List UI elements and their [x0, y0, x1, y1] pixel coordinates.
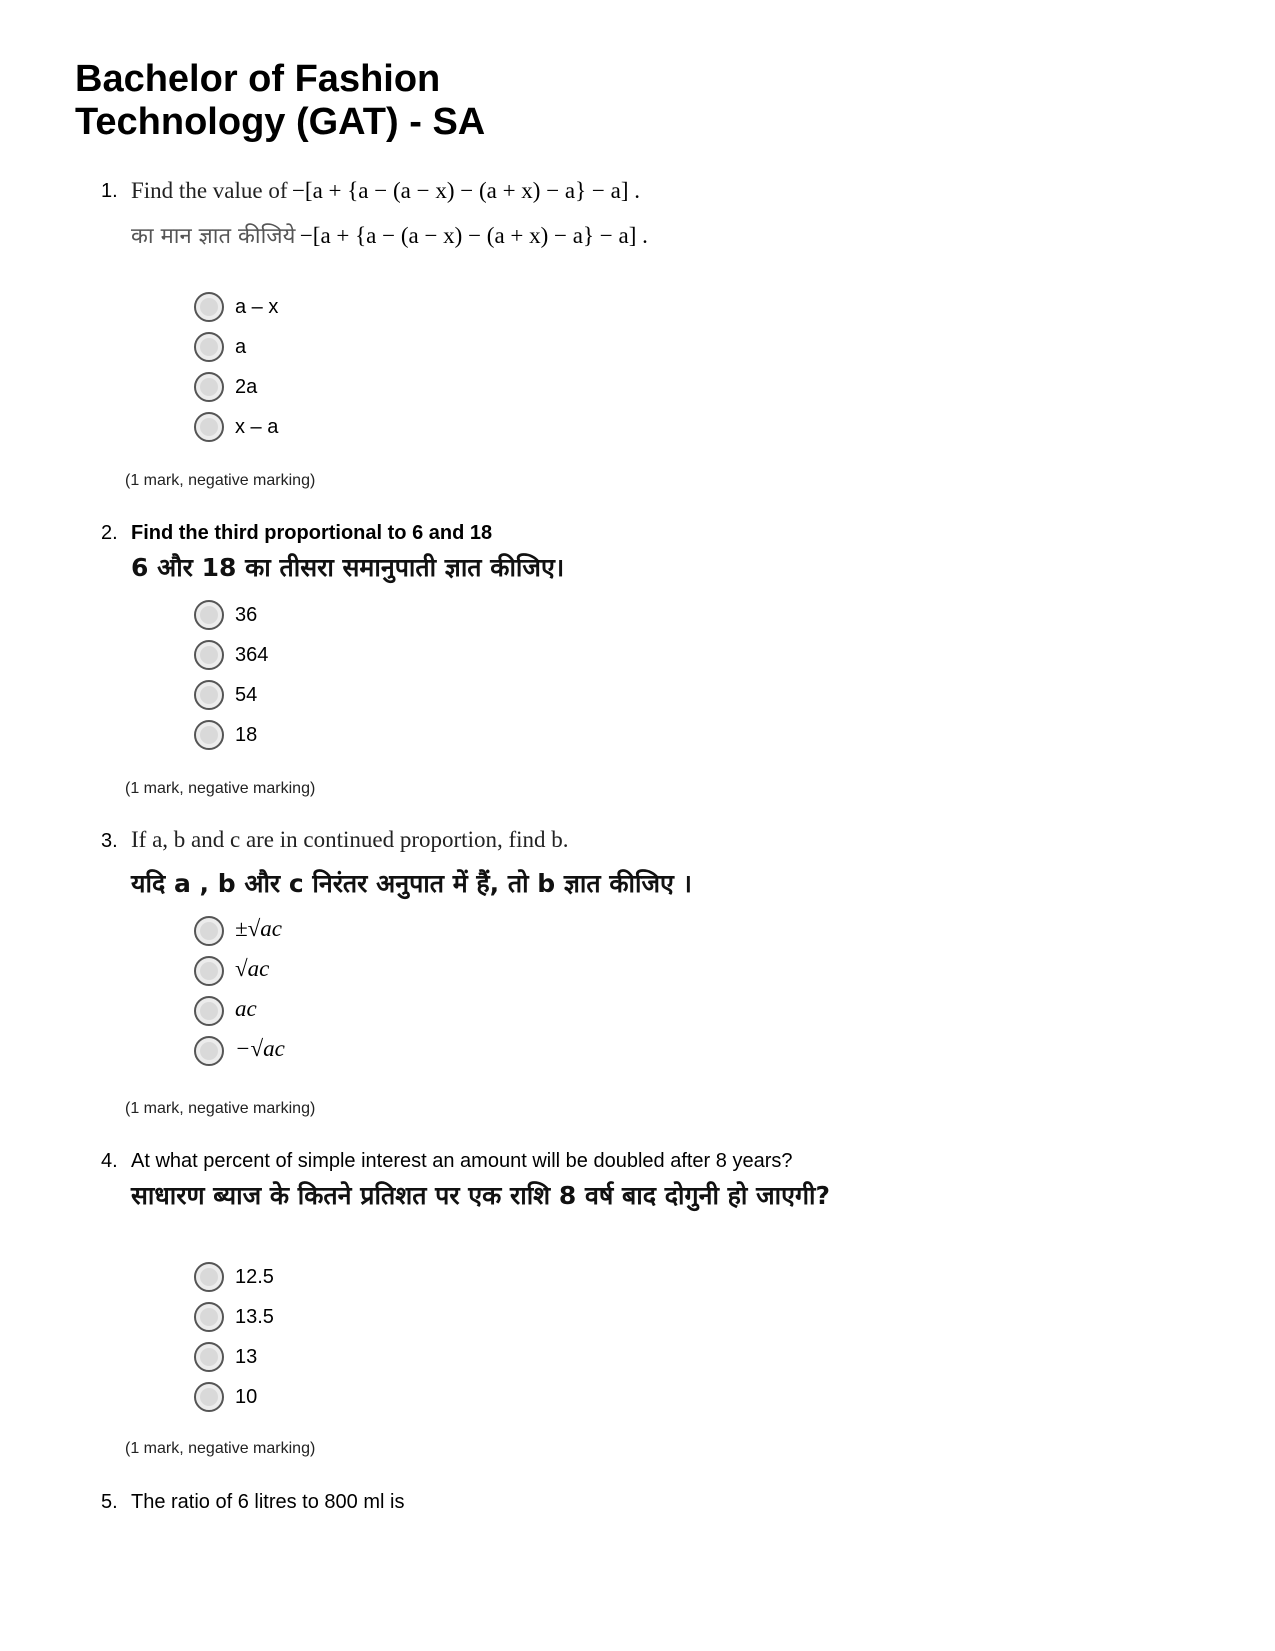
question-text-hi: 6 और 18 का तीसरा समानुपाती ज्ञात कीजिए।	[131, 553, 565, 582]
marks-note: (1 mark, negative marking)	[125, 472, 316, 489]
radio-button[interactable]	[194, 600, 224, 630]
radio-button[interactable]	[194, 292, 224, 322]
marks-note: (1 mark, negative marking)	[125, 1100, 316, 1117]
question-text-en: Find the third proportional to 6 and 18	[131, 522, 493, 544]
radio-button[interactable]	[194, 1036, 224, 1066]
radio-button[interactable]	[194, 956, 224, 986]
question-text-en: At what percent of simple interest an amount will be doubled after 8 years?	[131, 1150, 793, 1172]
question-text-hi: साधारण ब्याज के कितने प्रतिशत पर एक राशि 8 वर्ष बाद दोगुनी हो जाएगी?	[131, 1181, 830, 1210]
question-text-en: If a, b and c are in continued proportion, find b.	[131, 827, 569, 852]
marks-note: (1 mark, negative marking)	[125, 1440, 316, 1457]
radio-button[interactable]	[194, 640, 224, 670]
question-text-hi: यदि a , b और c निरंतर अनुपात में हैं, तो b ज्ञात कीजिए ।	[131, 869, 693, 898]
question-number: 5.	[101, 1491, 118, 1513]
radio-button[interactable]	[194, 332, 224, 362]
question-number: 4.	[101, 1150, 118, 1172]
marks-note: (1 mark, negative marking)	[125, 780, 316, 797]
radio-button[interactable]	[194, 1262, 224, 1292]
expression: −[a + {a − (a − x) − (a + x) − a} − a] .	[299, 223, 648, 248]
question-text-en: Find the value of −[a + {a − (a − x) − (a + x) − a} − a] .	[131, 178, 641, 203]
page-title	[75, 58, 485, 144]
radio-button[interactable]	[194, 996, 224, 1026]
radio-button[interactable]	[194, 916, 224, 946]
radio-button[interactable]	[194, 720, 224, 750]
radio-button[interactable]	[194, 1342, 224, 1372]
radio-button[interactable]	[194, 372, 224, 402]
expression: −[a + {a − (a − x) − (a + x) − a} − a] .	[291, 178, 641, 203]
radio-button[interactable]	[194, 1302, 224, 1332]
radio-button[interactable]	[194, 1382, 224, 1412]
page-title-line-1: Bachelor of Fashion	[75, 58, 441, 100]
radio-button[interactable]	[194, 680, 224, 710]
question-text-en: The ratio of 6 litres to 800 ml is	[131, 1491, 405, 1513]
question-number: 1.	[101, 180, 118, 202]
page-title-line-2: Technology (GAT) - SA	[75, 101, 486, 143]
question-number: 3.	[101, 830, 118, 852]
question-number: 2.	[101, 522, 118, 544]
radio-button[interactable]	[194, 412, 224, 442]
question-text-hi: का मान ज्ञात कीजिये −[a + {a − (a − x) − (a + x) − a} − a] .	[131, 223, 648, 249]
